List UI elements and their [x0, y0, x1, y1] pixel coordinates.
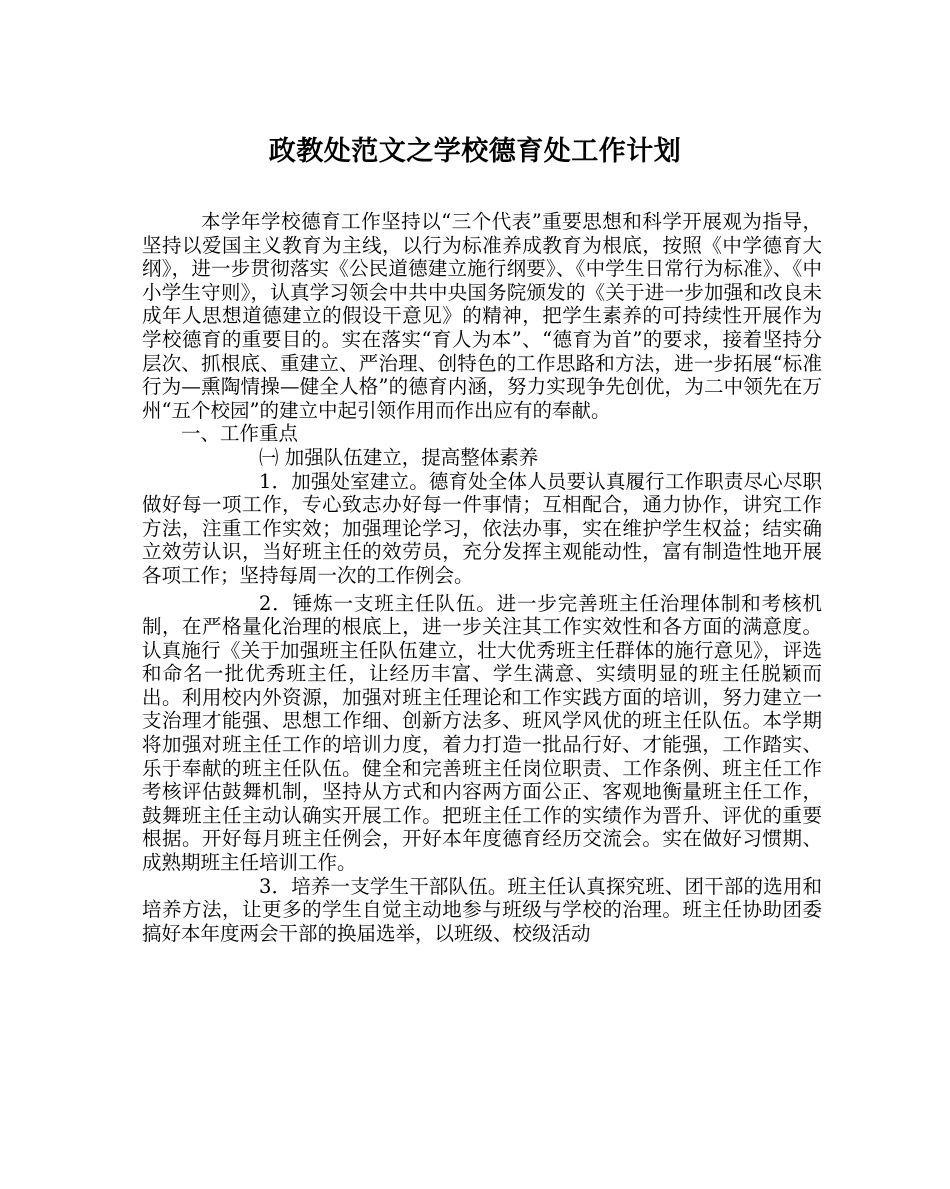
item-paragraph-3: 3．培养一支学生干部队伍。班主任认真探究班、团干部的选用和培养方法，让更多的学生自觉主动地参与班级与学校的治理。班主任协助团委搞好本年度两会干部的换届选举，以班级、校级活动: [142, 874, 822, 945]
intro-paragraph: 本学年学校德育工作坚持以“三个代表”重要思想和科学开展观为指导，坚持以爱国主义教育为主线，以行为标准养成教育为根底，按照《中学德育大纲》，进一步贯彻落实《公民道德建立施行纲要》、《中学生日常行为标准》、《中小学生守则》，认真学习领会中共中央国务院颁发的《关于进一步加强和改良未成年人思想道德建立的假设干意见》的精神，把学生素养的可持续性开展作为学校德育的重要目的。实在落实“育人为本”、“德育为首”的要求，接着坚持分层次、抓根底、重建立、严治理、创特色的工作思路和方法，进一步拓展“标准行为—熏陶情操—健全人格”的德育内涵，努力实现争先创优，为二中领先在万州“五个校园”的建立中起引领作用而作出应有的奉献。: [142, 210, 822, 422]
subsection-heading-team-building: ㈠ 加强队伍建立，提高整体素养: [259, 445, 539, 469]
document-body: [142, 210, 822, 945]
item-paragraph-1: 1．加强处室建立。德育处全体人员要认真履行工作职责尽心尽职做好每一项工作，专心致志办好每一件事情；互相配合，通力协作，讲究工作方法，注重工作实效；加强理论学习，依法办事，实在维护学生权益；结实确立效劳认识，当好班主任的效劳员，充分发挥主观能动性，富有制造性地开展各项工作；坚持每周一次的工作例会。: [142, 469, 822, 587]
item-paragraph-2: 2．锤炼一支班主任队伍。进一步完善班主任治理体制和考核机制，在严格量化治理的根底上，进一步关注其工作实效性和各方面的满意度。认真施行《关于加强班主任队伍建立，壮大优秀班主任群体的施行意见》，评选和命名一批优秀班主任，让经历丰富、学生满意、实绩明显的班主任脱颖而出。利用校内外资源，加强对班主任理论和工作实践方面的培训，努力建立一支治理才能强、思想工作细、创新方法多、班风学风优的班主任队伍。本学期将加强对班主任工作的培训力度，着力打造一批品行好、才能强，工作踏实、乐于奉献的班主任队伍。健全和完善班主任岗位职责、工作条例、班主任工作考核评估鼓舞机制，坚持从方式和内容两方面公正、客观地衡量班主任工作，鼓舞班主任主动认确实开展工作。把班主任工作的实绩作为晋升、评优的重要根据。开好每月班主任例会，开好本年度德育经历交流会。实在做好习惯期、成熟期班主任培训工作。: [142, 591, 822, 875]
section-heading-work-focus: 一、工作重点: [181, 422, 299, 446]
document-title: 政教处范文之学校德育处工作计划: [268, 136, 682, 167]
